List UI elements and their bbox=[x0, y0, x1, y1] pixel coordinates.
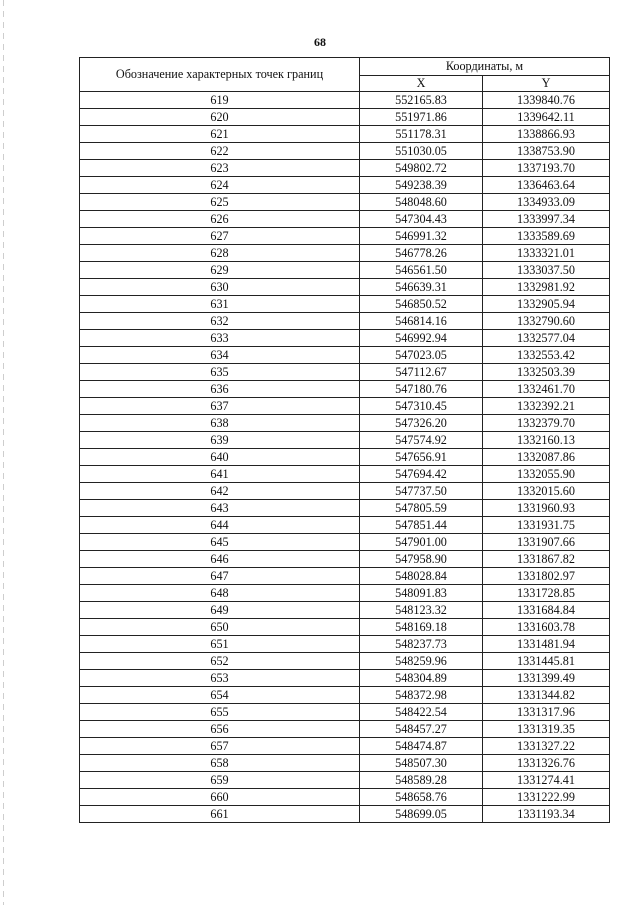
page-number: 68 bbox=[314, 35, 326, 49]
y-coordinate-cell: 1331327.22 bbox=[483, 738, 610, 755]
point-cell: 644 bbox=[80, 517, 360, 534]
y-coordinate-cell: 1331326.76 bbox=[483, 755, 610, 772]
y-coordinate-cell: 1339642.11 bbox=[483, 109, 610, 126]
table-row bbox=[80, 330, 610, 347]
point-cell: 651 bbox=[80, 636, 360, 653]
table-row bbox=[80, 432, 610, 449]
x-coordinate-cell: 547851.44 bbox=[360, 517, 483, 534]
y-coordinate-cell: 1331317.96 bbox=[483, 704, 610, 721]
x-coordinate-cell: 547737.50 bbox=[360, 483, 483, 500]
x-coordinate-cell: 548474.87 bbox=[360, 738, 483, 755]
table-row bbox=[80, 228, 610, 245]
table-row bbox=[80, 466, 610, 483]
point-cell: 622 bbox=[80, 143, 360, 160]
y-coordinate-cell: 1339840.76 bbox=[483, 92, 610, 109]
scan-edge-line bbox=[3, 0, 4, 905]
x-coordinate-cell: 547574.92 bbox=[360, 432, 483, 449]
table-row bbox=[80, 772, 610, 789]
x-coordinate-cell: 548304.89 bbox=[360, 670, 483, 687]
point-cell: 656 bbox=[80, 721, 360, 738]
point-cell: 620 bbox=[80, 109, 360, 126]
point-cell: 643 bbox=[80, 500, 360, 517]
y-coordinate-cell: 1332790.60 bbox=[483, 313, 610, 330]
x-coordinate-cell: 549238.39 bbox=[360, 177, 483, 194]
table-row bbox=[80, 755, 610, 772]
x-coordinate-cell: 546778.26 bbox=[360, 245, 483, 262]
table-row bbox=[80, 534, 610, 551]
y-coordinate-cell: 1333037.50 bbox=[483, 262, 610, 279]
table-row bbox=[80, 449, 610, 466]
x-coordinate-cell: 548123.32 bbox=[360, 602, 483, 619]
y-coordinate-cell: 1331481.94 bbox=[483, 636, 610, 653]
x-coordinate-cell: 548372.98 bbox=[360, 687, 483, 704]
point-cell: 621 bbox=[80, 126, 360, 143]
x-coordinate-cell: 548048.60 bbox=[360, 194, 483, 211]
x-coordinate-cell: 547326.20 bbox=[360, 415, 483, 432]
y-coordinate-cell: 1331193.34 bbox=[483, 806, 610, 823]
y-coordinate-cell: 1331802.97 bbox=[483, 568, 610, 585]
table-row bbox=[80, 279, 610, 296]
x-coordinate-cell: 548507.30 bbox=[360, 755, 483, 772]
x-coordinate-cell: 547023.05 bbox=[360, 347, 483, 364]
x-coordinate-cell: 548237.73 bbox=[360, 636, 483, 653]
x-coordinate-cell: 552165.83 bbox=[360, 92, 483, 109]
y-coordinate-cell: 1331867.82 bbox=[483, 551, 610, 568]
point-cell: 631 bbox=[80, 296, 360, 313]
y-coordinate-cell: 1338866.93 bbox=[483, 126, 610, 143]
table-row bbox=[80, 211, 610, 228]
y-coordinate-cell: 1331445.81 bbox=[483, 653, 610, 670]
x-coordinate-cell: 551178.31 bbox=[360, 126, 483, 143]
table-row bbox=[80, 602, 610, 619]
table-row bbox=[80, 483, 610, 500]
y-coordinate-cell: 1332055.90 bbox=[483, 466, 610, 483]
table-row bbox=[80, 585, 610, 602]
x-coordinate-cell: 547901.00 bbox=[360, 534, 483, 551]
x-coordinate-cell: 546991.32 bbox=[360, 228, 483, 245]
y-coordinate-cell: 1331603.78 bbox=[483, 619, 610, 636]
table-row bbox=[80, 517, 610, 534]
table-row bbox=[80, 704, 610, 721]
table-body bbox=[80, 92, 610, 823]
point-cell: 661 bbox=[80, 806, 360, 823]
x-coordinate-cell: 546639.31 bbox=[360, 279, 483, 296]
point-cell: 648 bbox=[80, 585, 360, 602]
point-cell: 645 bbox=[80, 534, 360, 551]
y-coordinate-cell: 1332553.42 bbox=[483, 347, 610, 364]
point-cell: 658 bbox=[80, 755, 360, 772]
point-cell: 637 bbox=[80, 398, 360, 415]
header-x: X bbox=[360, 76, 483, 92]
y-coordinate-cell: 1331399.49 bbox=[483, 670, 610, 687]
x-coordinate-cell: 547958.90 bbox=[360, 551, 483, 568]
y-coordinate-cell: 1331274.41 bbox=[483, 772, 610, 789]
table-row bbox=[80, 398, 610, 415]
y-coordinate-cell: 1331344.82 bbox=[483, 687, 610, 704]
x-coordinate-cell: 546992.94 bbox=[360, 330, 483, 347]
point-cell: 626 bbox=[80, 211, 360, 228]
table-row bbox=[80, 806, 610, 823]
x-coordinate-cell: 551030.05 bbox=[360, 143, 483, 160]
table-row bbox=[80, 296, 610, 313]
x-coordinate-cell: 547694.42 bbox=[360, 466, 483, 483]
point-cell: 638 bbox=[80, 415, 360, 432]
y-coordinate-cell: 1332461.70 bbox=[483, 381, 610, 398]
y-coordinate-cell: 1332503.39 bbox=[483, 364, 610, 381]
x-coordinate-cell: 551971.86 bbox=[360, 109, 483, 126]
table-row bbox=[80, 109, 610, 126]
point-cell: 628 bbox=[80, 245, 360, 262]
x-coordinate-cell: 548589.28 bbox=[360, 772, 483, 789]
table-row bbox=[80, 687, 610, 704]
point-cell: 634 bbox=[80, 347, 360, 364]
table-row bbox=[80, 126, 610, 143]
x-coordinate-cell: 548091.83 bbox=[360, 585, 483, 602]
table-row bbox=[80, 619, 610, 636]
header-designation: Обозначение характерных точек границ bbox=[80, 58, 360, 92]
point-cell: 635 bbox=[80, 364, 360, 381]
point-cell: 654 bbox=[80, 687, 360, 704]
table-row bbox=[80, 551, 610, 568]
table-row bbox=[80, 568, 610, 585]
y-coordinate-cell: 1331960.93 bbox=[483, 500, 610, 517]
table-row bbox=[80, 245, 610, 262]
y-coordinate-cell: 1332015.60 bbox=[483, 483, 610, 500]
y-coordinate-cell: 1332392.21 bbox=[483, 398, 610, 415]
point-cell: 639 bbox=[80, 432, 360, 449]
y-coordinate-cell: 1331319.35 bbox=[483, 721, 610, 738]
table-row bbox=[80, 313, 610, 330]
point-cell: 633 bbox=[80, 330, 360, 347]
x-coordinate-cell: 549802.72 bbox=[360, 160, 483, 177]
y-coordinate-cell: 1332577.04 bbox=[483, 330, 610, 347]
x-coordinate-cell: 547310.45 bbox=[360, 398, 483, 415]
point-cell: 640 bbox=[80, 449, 360, 466]
table-row bbox=[80, 177, 610, 194]
x-coordinate-cell: 548457.27 bbox=[360, 721, 483, 738]
y-coordinate-cell: 1332160.13 bbox=[483, 432, 610, 449]
table-row bbox=[80, 364, 610, 381]
x-coordinate-cell: 548259.96 bbox=[360, 653, 483, 670]
point-cell: 625 bbox=[80, 194, 360, 211]
y-coordinate-cell: 1331222.99 bbox=[483, 789, 610, 806]
y-coordinate-cell: 1338753.90 bbox=[483, 143, 610, 160]
point-cell: 660 bbox=[80, 789, 360, 806]
point-cell: 629 bbox=[80, 262, 360, 279]
table-row bbox=[80, 500, 610, 517]
table-row bbox=[80, 738, 610, 755]
table-row bbox=[80, 653, 610, 670]
point-cell: 647 bbox=[80, 568, 360, 585]
y-coordinate-cell: 1333321.01 bbox=[483, 245, 610, 262]
point-cell: 627 bbox=[80, 228, 360, 245]
table-row bbox=[80, 636, 610, 653]
x-coordinate-cell: 546561.50 bbox=[360, 262, 483, 279]
y-coordinate-cell: 1332905.94 bbox=[483, 296, 610, 313]
y-coordinate-cell: 1332981.92 bbox=[483, 279, 610, 296]
table-row bbox=[80, 670, 610, 687]
point-cell: 652 bbox=[80, 653, 360, 670]
x-coordinate-cell: 548028.84 bbox=[360, 568, 483, 585]
y-coordinate-cell: 1333997.34 bbox=[483, 211, 610, 228]
x-coordinate-cell: 547656.91 bbox=[360, 449, 483, 466]
x-coordinate-cell: 546814.16 bbox=[360, 313, 483, 330]
point-cell: 653 bbox=[80, 670, 360, 687]
y-coordinate-cell: 1331728.85 bbox=[483, 585, 610, 602]
table-row bbox=[80, 143, 610, 160]
y-coordinate-cell: 1332379.70 bbox=[483, 415, 610, 432]
x-coordinate-cell: 548422.54 bbox=[360, 704, 483, 721]
point-cell: 641 bbox=[80, 466, 360, 483]
x-coordinate-cell: 548699.05 bbox=[360, 806, 483, 823]
table-row bbox=[80, 789, 610, 806]
point-cell: 642 bbox=[80, 483, 360, 500]
point-cell: 657 bbox=[80, 738, 360, 755]
table-row bbox=[80, 721, 610, 738]
table-row bbox=[80, 160, 610, 177]
table-row bbox=[80, 381, 610, 398]
point-cell: 630 bbox=[80, 279, 360, 296]
y-coordinate-cell: 1332087.86 bbox=[483, 449, 610, 466]
coordinates-table bbox=[79, 57, 610, 823]
table-row bbox=[80, 347, 610, 364]
table-row bbox=[80, 194, 610, 211]
header-coordinates: Координаты, м bbox=[360, 58, 610, 76]
point-cell: 632 bbox=[80, 313, 360, 330]
y-coordinate-cell: 1331907.66 bbox=[483, 534, 610, 551]
y-coordinate-cell: 1334933.09 bbox=[483, 194, 610, 211]
point-cell: 659 bbox=[80, 772, 360, 789]
point-cell: 646 bbox=[80, 551, 360, 568]
table-row bbox=[80, 92, 610, 109]
x-coordinate-cell: 548169.18 bbox=[360, 619, 483, 636]
y-coordinate-cell: 1333589.69 bbox=[483, 228, 610, 245]
point-cell: 649 bbox=[80, 602, 360, 619]
header-y: Y bbox=[483, 76, 610, 92]
point-cell: 624 bbox=[80, 177, 360, 194]
point-cell: 655 bbox=[80, 704, 360, 721]
point-cell: 636 bbox=[80, 381, 360, 398]
table-row bbox=[80, 415, 610, 432]
y-coordinate-cell: 1331931.75 bbox=[483, 517, 610, 534]
point-cell: 650 bbox=[80, 619, 360, 636]
x-coordinate-cell: 546850.52 bbox=[360, 296, 483, 313]
x-coordinate-cell: 547180.76 bbox=[360, 381, 483, 398]
table-row bbox=[80, 262, 610, 279]
x-coordinate-cell: 547112.67 bbox=[360, 364, 483, 381]
y-coordinate-cell: 1331684.84 bbox=[483, 602, 610, 619]
y-coordinate-cell: 1336463.64 bbox=[483, 177, 610, 194]
x-coordinate-cell: 548658.76 bbox=[360, 789, 483, 806]
point-cell: 619 bbox=[80, 92, 360, 109]
x-coordinate-cell: 547304.43 bbox=[360, 211, 483, 228]
point-cell: 623 bbox=[80, 160, 360, 177]
y-coordinate-cell: 1337193.70 bbox=[483, 160, 610, 177]
x-coordinate-cell: 547805.59 bbox=[360, 500, 483, 517]
